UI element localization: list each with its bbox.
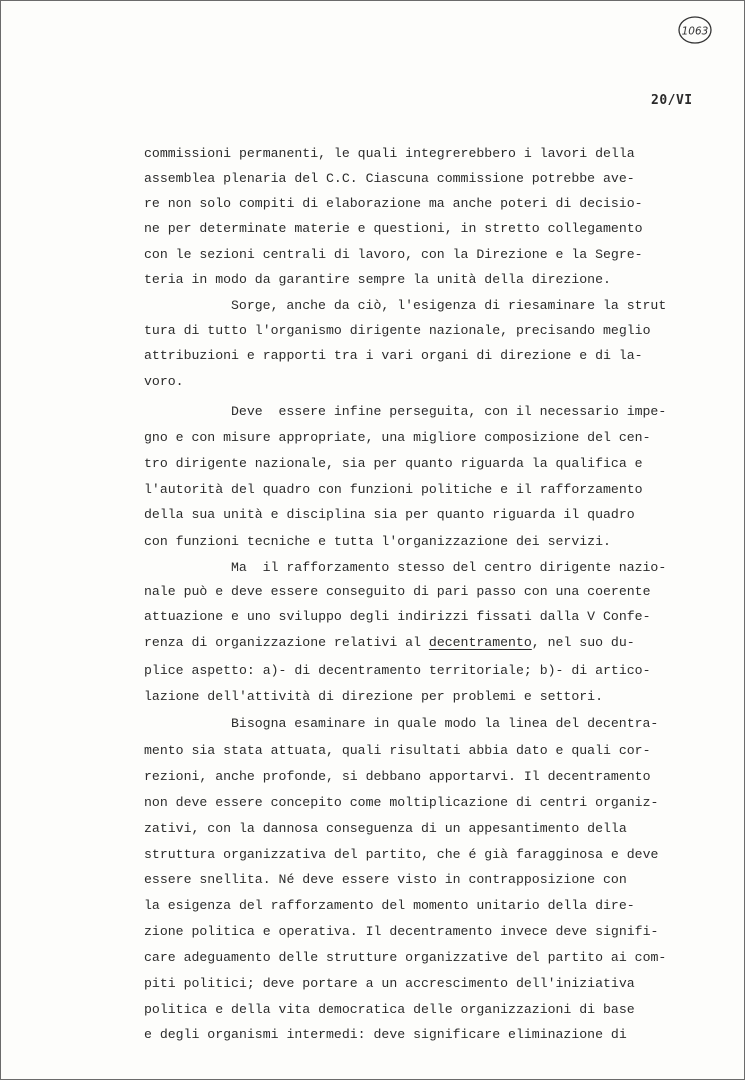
- text-line: care adeguamento delle strutture organizzative del partito ai com-: [144, 950, 667, 965]
- text-line: attribuzioni e rapporti tra i vari organi di direzione e di la-: [144, 348, 643, 363]
- text-line: nale può e deve essere conseguito di pari passo con una coerente: [144, 584, 651, 599]
- underlined-word: decentramento: [428, 635, 532, 650]
- text-line: plice aspetto: a)- di decentramento territoriale; b)- di artico-: [144, 663, 651, 678]
- text-line: assemblea plenaria del C.C. Ciascuna commissione potrebbe ave-: [144, 171, 635, 186]
- text-line: struttura organizzativa del partito, che é già faragginosa e deve: [144, 847, 659, 862]
- text-line: Ma il rafforzamento stesso del centro dirigente nazio-: [231, 560, 667, 575]
- text-line: ne per determinate materie e questioni, in stretto collegamento: [144, 221, 643, 236]
- text-line: attuazione e uno sviluppo degli indirizzi fissati dalla V Confe-: [144, 609, 651, 624]
- text-line: con le sezioni centrali di lavoro, con la Direzione e la Segre-: [144, 247, 643, 262]
- text-line: lazione dell'attività di direzione per problemi e settori.: [144, 689, 603, 704]
- text-line: tura di tutto l'organismo dirigente nazionale, precisando meglio: [144, 323, 651, 338]
- text-line: con funzioni tecniche e tutta l'organizzazione dei servizi.: [144, 534, 611, 549]
- text-line: Deve essere infine perseguita, con il necessario impe-: [231, 404, 667, 419]
- page-number: 20/VI: [651, 93, 693, 108]
- text-segment: renza di organizzazione relativi al: [144, 635, 429, 650]
- text-line: tro dirigente nazionale, sia per quanto riguarda la qualifica e: [144, 456, 643, 471]
- text-line: mento sia stata attuata, quali risultati abbia dato e quali cor-: [144, 743, 651, 758]
- text-line: gno e con misure appropriate, una migliore composizione del cen-: [144, 430, 651, 445]
- text-line: commissioni permanenti, le quali integrerebbero i lavori della: [144, 146, 635, 161]
- text-line: re non solo compiti di elaborazione ma anche poteri di decisio-: [144, 196, 643, 211]
- text-line: della sua unità e disciplina sia per quanto riguarda il quadro: [144, 507, 635, 522]
- text-line: politica e della vita democratica delle organizzazioni di base: [144, 1002, 635, 1017]
- text-line: Sorge, anche da ciò, l'esigenza di riesaminare la strut: [231, 298, 667, 313]
- text-line: zativi, con la dannosa conseguenza di un appesantimento della: [144, 821, 627, 836]
- text-line: essere snellita. Né deve essere visto in contrapposizione con: [144, 872, 627, 887]
- text-line: rezioni, anche profonde, si debbano apportarvi. Il decentramento: [144, 769, 651, 784]
- text-line: voro.: [144, 374, 184, 389]
- stamp-number: 1063: [681, 25, 709, 38]
- text-line: [144, 635, 635, 651]
- text-line: l'autorità del quadro con funzioni politiche e il rafforzamento: [144, 482, 643, 497]
- text-line: zione politica e operativa. Il decentramento invece deve signifi-: [144, 924, 659, 939]
- archive-stamp: [677, 15, 713, 45]
- text-line: teria in modo da garantire sempre la unità della direzione.: [144, 272, 611, 287]
- text-line: Bisogna esaminare in quale modo la linea del decentra-: [231, 716, 659, 731]
- text-line: non deve essere concepito come moltiplicazione di centri organiz-: [144, 795, 659, 810]
- text-segment: , nel suo du-: [531, 635, 635, 650]
- text-line: e degli organismi intermedi: deve significare eliminazione di: [144, 1027, 627, 1042]
- text-line: piti politici; deve portare a un accrescimento dell'iniziativa: [144, 976, 635, 991]
- text-line: la esigenza del rafforzamento del momento unitario della dire-: [144, 898, 635, 913]
